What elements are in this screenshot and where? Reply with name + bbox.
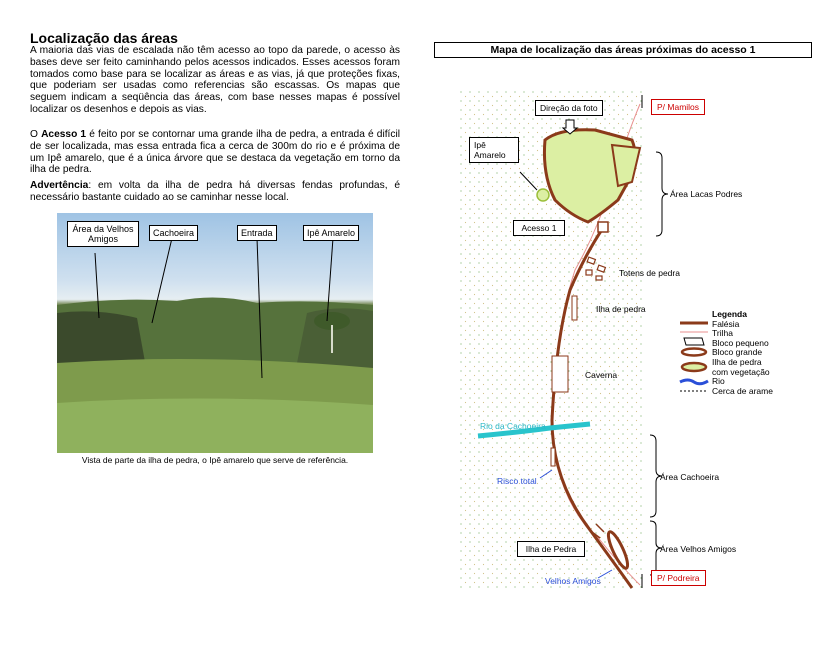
label-to-mamilos: P/ Mamilos [651,99,705,115]
risco-block [551,448,555,466]
photo-label-area-velhos: Área da Velhos Amigos [67,221,139,247]
photo-label-entrada: Entrada [237,225,277,241]
label-photo-direction: Direção da foto [535,100,603,116]
intro-paragraph: A maioria das vias de escalada não têm acesso ao topo da parede, o acesso às bases deve ser feito caminhando pelos acessos indicados. Esses acessos foram tomados como base para se localizar as áreas e as vias, já que proteções fixas, que poderiam ser usadas como referencias são escassas. Os mapas que seguem indicam a seqüência das áreas, com base nesses mapas é possível localizar os desenhos e depois as vias. [30,45,400,115]
legend-item-falesia: Falésia [712,318,740,329]
cave-block [552,356,568,392]
photo-label-ipe: Ipê Amarelo [303,225,359,241]
access-prefix: O [30,129,42,140]
access-name: Acesso 1 [41,129,87,140]
warning-label: Advertência [30,180,89,191]
access-block [598,222,608,232]
label-area-velhos: Área Velhos Amigos [660,544,737,554]
label-area-cachoeira: Área Cachoeira [660,472,720,482]
access-text: é feito por se contornar uma grande ilha de pedra, a entrada é difícil de ser localizada, mas essa entrada fica a cerca de 300m do rio e é próxima de um Ipê amarelo, que é a única árvore que se destaca da vegetação em torno da ilha de pedra. [30,129,401,176]
label-totens: Totens de pedra [619,268,680,278]
area-braces [650,152,668,575]
legend-item-bloco-grande: Bloco grande [712,347,763,358]
photo-caption: Vista de parte da ilha de pedra, o Ipê amarelo que serve de referência. [81,455,349,465]
legend-item-ilha: Ilha de pedra com vegetação [712,356,770,377]
map-legend [712,310,776,396]
page-title: Localização das áreas [30,30,178,46]
ipe-tree-icon [537,189,549,201]
legend-item-rio: Rio [712,376,725,387]
map-title: Mapa de localização das áreas próximas do acesso 1 [434,42,812,58]
label-to-podreira: P/ Podreira [651,570,706,586]
label-ilha-pedra: Ilha de pedra [596,304,646,314]
legend-item-trilha: Trilha [712,328,733,339]
stone-island-marker [572,296,577,320]
legend-title: Legenda [712,309,747,319]
photo-label-cachoeira: Cachoeira [149,225,198,241]
legend-symbols [680,323,708,391]
label-river: Rio da Cachoeira [480,421,546,431]
label-velhos-amigos: Velhos Amigos [545,576,601,586]
warning-text: : em volta da ilha de pedra há diversas fendas profundas, é necessário bastante cuidado ao se caminhar nesse local. [30,180,400,203]
label-ilha-de-pedra: Ilha de Pedra [517,541,585,557]
legend-item-bloco-pequeno: Bloco pequeno [712,337,769,348]
label-caverna: Caverna [585,370,618,380]
label-access-1: Acesso 1 [513,220,565,236]
label-area-lacas: Área Lacas Podres [670,189,743,199]
label-ipe-amarelo: Ipê Amarelo [469,137,519,163]
legend-item-cerca: Cerca de arame [712,385,773,396]
label-risco-total: Risco total [497,476,537,486]
